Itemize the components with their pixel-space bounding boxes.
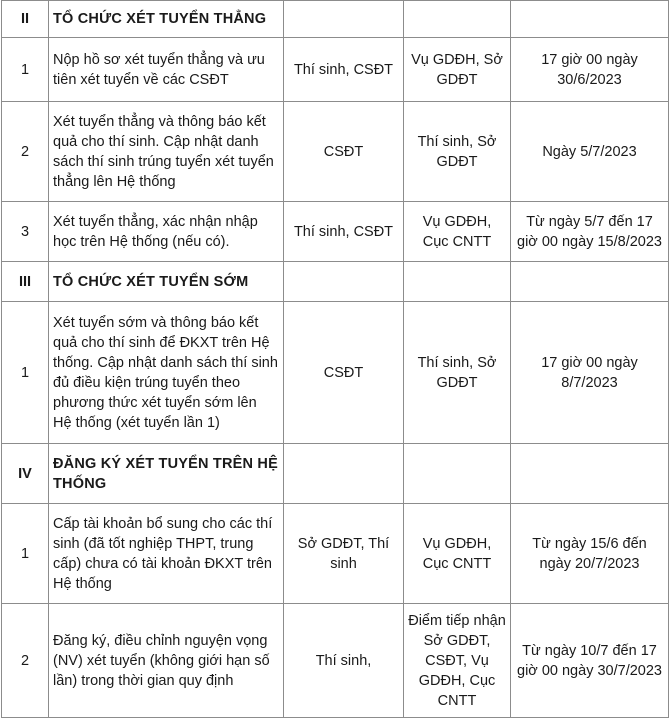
- time-cell: Từ ngày 10/7 đến 17 giờ 00 ngày 30/7/2023: [511, 604, 669, 718]
- section-title: TỔ CHỨC XÉT TUYỂN SỚM: [49, 262, 284, 302]
- section-header-row: [2, 262, 669, 302]
- coordinate-cell: Vụ GDĐH, Sở GDĐT: [404, 38, 511, 102]
- row-number: 1: [2, 302, 49, 444]
- task-cell: Nộp hồ sơ xét tuyển thẳng và ưu tiên xét tuyển về các CSĐT: [49, 38, 284, 102]
- section-title: TỔ CHỨC XÉT TUYỂN THẲNG: [49, 1, 284, 38]
- section-title: ĐĂNG KÝ XÉT TUYỂN TRÊN HỆ THỐNG: [49, 444, 284, 504]
- coordinate-cell: Điểm tiếp nhận Sở GDĐT, CSĐT, Vụ GDĐH, Cục CNTT: [404, 604, 511, 718]
- empty-cell: [404, 444, 511, 504]
- section-header-row: [2, 1, 669, 38]
- coordinate-cell: Thí sinh, Sở GDĐT: [404, 302, 511, 444]
- time-cell: 17 giờ 00 ngày 30/6/2023: [511, 38, 669, 102]
- coordinate-cell: Thí sinh, Sở GDĐT: [404, 102, 511, 202]
- section-numeral: III: [2, 262, 49, 302]
- task-cell: Đăng ký, điều chỉnh nguyện vọng (NV) xét tuyển (không giới hạn số lần) trong thời gian quy định: [49, 604, 284, 718]
- row-number: 2: [2, 102, 49, 202]
- coordinate-cell: Vụ GDĐH, Cục CNTT: [404, 504, 511, 604]
- table-row: [2, 202, 669, 262]
- empty-cell: [511, 262, 669, 302]
- time-cell: Từ ngày 5/7 đến 17 giờ 00 ngày 15/8/2023: [511, 202, 669, 262]
- responsible-cell: Thí sinh, CSĐT: [284, 202, 404, 262]
- empty-cell: [284, 444, 404, 504]
- empty-cell: [511, 444, 669, 504]
- table-row: [2, 504, 669, 604]
- empty-cell: [404, 262, 511, 302]
- row-number: 3: [2, 202, 49, 262]
- table-row: [2, 604, 669, 718]
- responsible-cell: Thí sinh, CSĐT: [284, 38, 404, 102]
- section-numeral: IV: [2, 444, 49, 504]
- admission-schedule-table: [1, 0, 669, 718]
- task-cell: Xét tuyển thẳng, xác nhận nhập học trên Hệ thống (nếu có).: [49, 202, 284, 262]
- section-numeral: II: [2, 1, 49, 38]
- empty-cell: [284, 1, 404, 38]
- row-number: 1: [2, 504, 49, 604]
- task-cell: Xét tuyển sớm và thông báo kết quả cho thí sinh để ĐKXT trên Hệ thống. Cập nhật danh sách thí sinh đủ điều kiện trúng tuyển theo phương thức xét tuyển sớm lên Hệ thống (xét tuyển lần 1): [49, 302, 284, 444]
- table-row: [2, 302, 669, 444]
- task-cell: Cấp tài khoản bổ sung cho các thí sinh (đã tốt nghiệp THPT, trung cấp) chưa có tài khoản ĐKXT trên Hệ thống: [49, 504, 284, 604]
- responsible-cell: Sở GDĐT, Thí sinh: [284, 504, 404, 604]
- responsible-cell: CSĐT: [284, 302, 404, 444]
- time-cell: 17 giờ 00 ngày 8/7/2023: [511, 302, 669, 444]
- task-cell: Xét tuyển thẳng và thông báo kết quả cho thí sinh. Cập nhật danh sách thí sinh trúng tuyển xét tuyển thẳng lên Hệ thống: [49, 102, 284, 202]
- table-row: [2, 102, 669, 202]
- empty-cell: [404, 1, 511, 38]
- table-row: [2, 38, 669, 102]
- row-number: 2: [2, 604, 49, 718]
- empty-cell: [511, 1, 669, 38]
- row-number: 1: [2, 38, 49, 102]
- section-header-row: [2, 444, 669, 504]
- time-cell: Ngày 5/7/2023: [511, 102, 669, 202]
- responsible-cell: CSĐT: [284, 102, 404, 202]
- coordinate-cell: Vụ GDĐH, Cục CNTT: [404, 202, 511, 262]
- time-cell: Từ ngày 15/6 đến ngày 20/7/2023: [511, 504, 669, 604]
- responsible-cell: Thí sinh,: [284, 604, 404, 718]
- empty-cell: [284, 262, 404, 302]
